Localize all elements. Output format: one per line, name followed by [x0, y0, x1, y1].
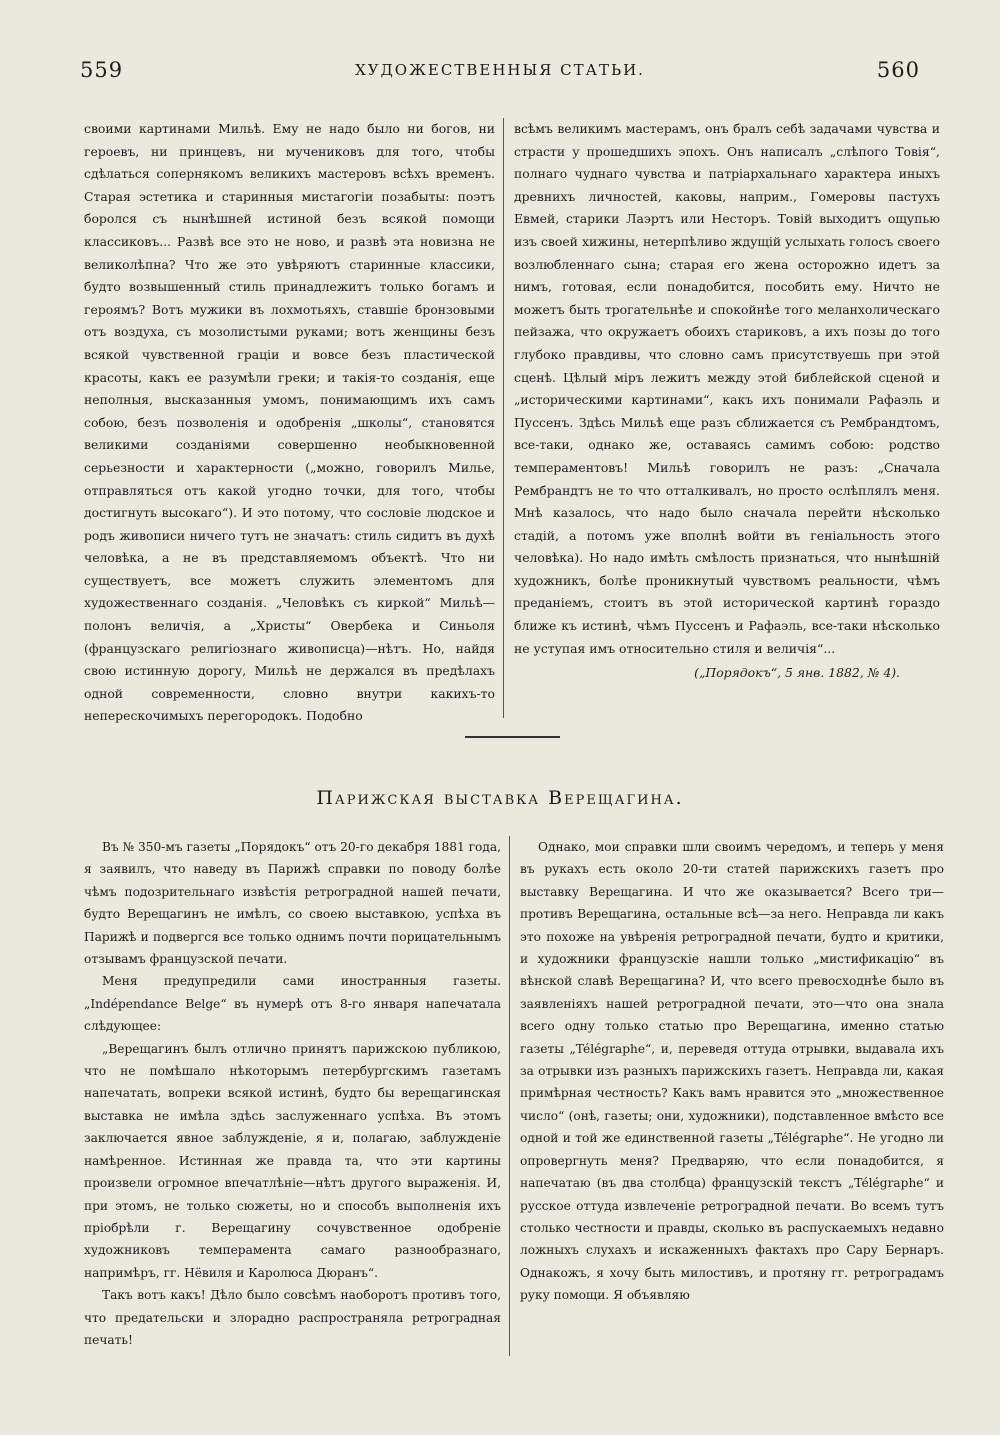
paragraph: Однако, мои справки шли своимъ чередомъ, и теперь у меня въ рукахъ есть около 20-ти статей парижскихъ газетъ про выставку Верещагина. И что же оказывается? Всего три—противъ Верещагина, остальные всѣ—за него. Неправда ли какъ это похоже на увѣренія ретроградной печати, будто и критики, и художники французскіе нашли только „мистификацію“ въ вѣнской славѣ Верещагина? И, что всего превосходнѣе было въ заявленіяхъ нашей ретроградной печати, это—что она знала всего одну только статью про Верещагина, именно статью газеты „Télégraphe“, и, переведя оттуда отрывки, выдавала ихъ за отрывки изъ разныхъ парижскихъ газетъ. Неправда ли, какая примѣрная честность? Какъ вамъ нравится это „множественное число“ (онѣ, газеты; они, художники), подставленное вмѣсто все одной и той же единственной газеты „Télégraphe“. Не угодно ли опровергнуть меня? Предваряю, что если понадобится, я напечатаю (въ два столбца) французскій текстъ „Télégraphe“ и русское оттуда извлеченіе ретроградной печати. Во всемъ тутъ столько честности и правды, сколько въ распускаемыхъ недавно ложныхъ слухахъ и искаженныхъ фактахъ про Сару Бернаръ. Однакожъ, я хочу быть милостивъ, и протяну гг. ретроградамъ руку помощи. Я объявляю	[520, 840, 944, 1303]
top-right-column	[504, 118, 940, 718]
citation: („Порядокъ“, 5 янв. 1882, № 4).	[694, 665, 900, 681]
paragraph: своими картинами Мильѣ. Ему не надо было ни богов, ни героевъ, ни принцевъ, ни мучениковъ для того, чтобы сдѣлаться сопернякомъ великихъ мастеровъ всѣхъ временъ. Старая эстетика и старинныя мистагогіи позабыты: поэтъ боролся съ нынѣшней истиной безъ всякой помощи классиковъ... Развѣ все это не ново, и развѣ эта новизна не великолѣпна? Что же это увѣряютъ старинные классики, будто возвышенный стиль принадлежитъ только богамъ и героямъ? Вотъ мужики въ лохмотьяхъ, ставшіе бронзовыми отъ воздуха, съ мозолистыми руками; вотъ женщины безъ всякой чувственной граціи и вовсе безъ пластической красоты, какъ ее разумѣли греки; и такія-то созданія, еще неполныя, высказанныя умомъ, понимающимъ ихъ самъ собою, безъ позволенія и одобренія „школы“, становятся великими созданіями совершенно необыкновенной серьезности и характерности („можно, говорилъ Милье, отправляться отъ какой угодно точки, для того, чтобы достигнуть высокаго“). И это потому, что сословіе людское и родъ живописи ничего тутъ не значатъ: стиль сидитъ въ духѣ человѣка, а не въ представляемомъ объектѣ. Что ни существуетъ, все можетъ служить элементомъ для художественнаго созданія. „Человѣкъ съ киркой“ Мильѣ—полонъ величія, а „Христы“ Овербека и Синьоля (французскаго религіознаго живописца)—нѣтъ. Но, найдя свою истинную дорогу, Мильѣ не держался въ предѣлахъ одной современности, словно внутри какихъ-то неперескочимыхъ перегородокъ. Подобно	[84, 121, 495, 724]
article-body	[84, 836, 944, 1356]
right-page-number: 560	[876, 58, 920, 82]
paragraph: всѣмъ великимъ мастерамъ, онъ бралъ себѣ задачами чувства и страсти у прошедшихъ эпохъ. Онъ написалъ „слѣпого Товія“, полнаго чуднаго чувства и патріархальнаго характера иныхъ древнихъ личностей, каковы, наприм., Гомеровы пастухъ Евмей, старики Лаэртъ или Несторъ. Товій выходитъ ощупью изъ своей хижины, нетерпѣливо ждущій услыхать голосъ своего возлюбленнаго сына; старая его жена осторожно идетъ за нимъ, готовая, если понадобится, пособить ему. Ничто не можетъ быть трогательнѣе и спокойнѣе того меланхолическаго пейзажа, что окружаетъ обоихъ стариковъ, а ихъ позы до того глубоко правдивы, что словно самъ присутствуешь при этой сценѣ. Цѣлый міръ лежитъ между этой библейской сценой и „историческими картинами“, какъ ихъ понимали Рафаэль и Пуссенъ. Здѣсь Мильѣ еще разъ сближается съ Рембрандтомъ, все-таки, однако же, оставаясь самимъ собою: родство темпераментовъ! Мильѣ говорилъ не разъ: „Сначала Рембрандтъ не то что отталкивалъ, но просто ослѣплялъ меня. Мнѣ казалось, что надо было сначала перейти нѣсколько стадій, а потомъ уже вполнѣ войти въ геніальность этого человѣка). Но надо имѣть смѣлость признаться, что нынѣшній художникъ, болѣе проникнутый чувствомъ реальности, чѣмъ преданіемъ, стоитъ въ этой исторической картинѣ гораздо ближе къ истинѣ, чѣмъ Пуссенъ и Рафаэль, все-таки нѣсколько не уступая имъ относительно стиля и величія“...	[514, 121, 940, 656]
article-right-column	[510, 836, 944, 1356]
article-title: Парижская выставка Верещагина.	[316, 787, 684, 809]
running-title: ХУДОЖЕСТВЕННЫЯ СТАТЬИ.	[355, 61, 645, 79]
paragraph: Меня предупредили сами иностранныя газеты. „Indépendance Belge“ въ нумерѣ отъ 8-го января напечатала слѣдующее:	[84, 974, 501, 1034]
top-section	[84, 118, 940, 724]
quote-paragraph: „Верещагинъ былъ отлично принятъ парижскою публикою, что не помѣшало нѣкоторымъ петербургскимъ газетамъ напечатать, вопреки всякой истинѣ, будто бы верещагинская выставка не имѣла здѣсь заслуженнаго успѣха. Въ этомъ заключается явное заблужденіе, я и, полагаю, заблужденіе намѣренное. Истинная же правда та, что эти картины произвели огромное впечатлѣніе—нѣтъ другого выраженія. И, при этомъ, не только сюжеты, но и способъ выполненія ихъ пріобрѣли г. Верещагину сочувственное одобреніе художниковъ темперамента самаго разнообразнаго, напримѣръ, гг. Нёвиля и Каролюса Дюранъ“.	[84, 1041, 501, 1280]
running-header	[80, 58, 920, 88]
paragraph: Такъ вотъ какъ! Дѣло было совсѣмъ наоборотъ противъ того, что предательски и злорадно распространяла ретроградная печать!	[84, 1288, 501, 1347]
section-divider	[465, 736, 560, 738]
left-page-number: 559	[80, 58, 124, 82]
top-left-column	[84, 118, 504, 724]
paragraph: Въ № 350-мъ газеты „Порядокъ“ отъ 20-го декабря 1881 года, я заявилъ, что наведу въ Парижѣ справки по поводу болѣе чѣмъ подозрительнаго извѣстія ретроградной нашей печати, будто Верещагинъ не имѣлъ, со своею выставкою, успѣха въ Парижѣ и подвергся все только однимъ почти порицательнымъ отзывамъ французской печати.	[84, 840, 501, 967]
article-left-column	[84, 836, 510, 1356]
